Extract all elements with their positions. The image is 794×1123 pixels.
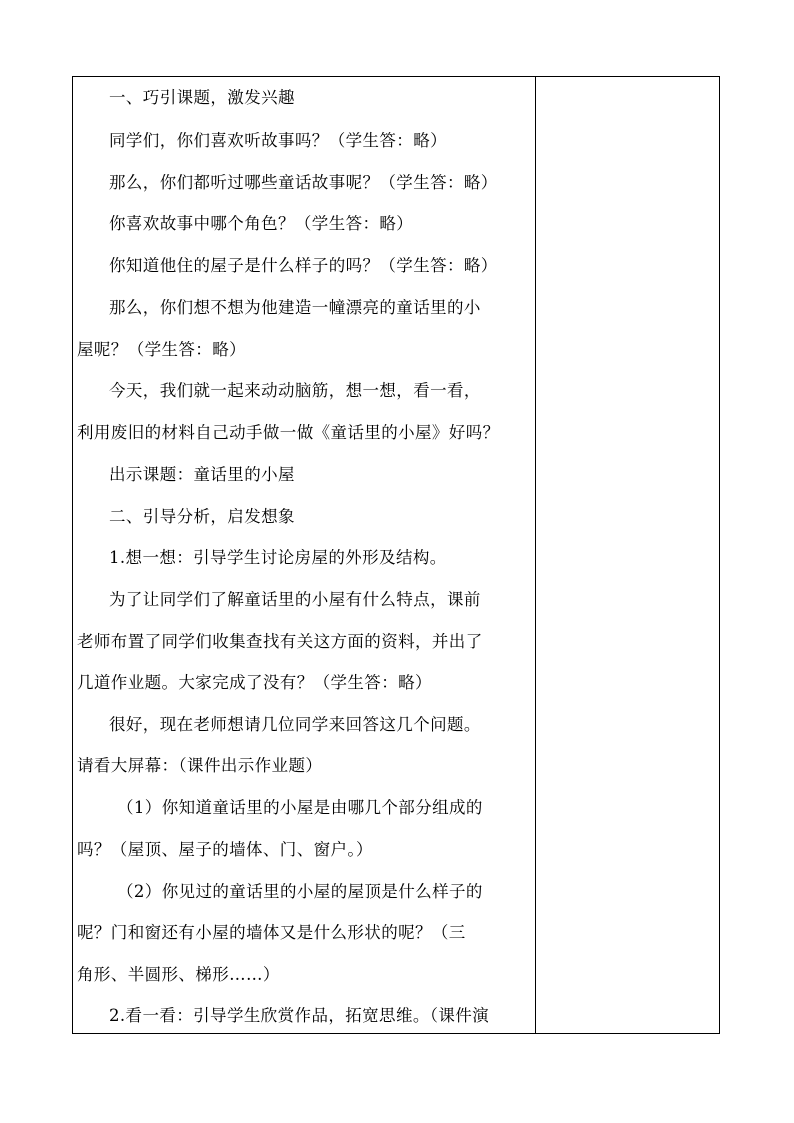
paragraph-line: 屋呢？（学生答：略） [77,340,246,359]
paragraph-line: 很好，现在老师想请几位同学来回答这几个问题。 [109,715,481,734]
paragraph-line: 那么，你们都听过哪些童话故事呢？（学生答：略） [109,173,498,192]
paragraph-line: 吗？（屋顶、屋子的墙体、门、窗户。） [77,840,373,859]
paragraph-line: 角形、半圆形、梯形……） [77,965,280,984]
paragraph-line: 2.看一看：引导学生欣赏作品，拓宽思维。（课件演 [109,1006,490,1025]
paragraph-line: 今天，我们就一起来动动脑筋，想一想，看一看， [109,381,481,400]
paragraph-line: 你喜欢故事中哪个角色？（学生答：略） [109,214,414,233]
question-line: （1）你知道童话里的小屋是由哪几个部分组成的 [117,798,483,817]
notes-cell [536,77,719,1033]
paragraph-line: 利用废旧的材料自己动手做一做《童话里的小屋》好吗？ [77,423,500,442]
question-line: （2）你见过的童话里的小屋的屋顶是什么样子的 [117,882,483,901]
paragraph-line: 那么，你们想不想为他建造一幢漂亮的童话里的小 [109,298,481,317]
section-heading-2: 二、引导分析，启发想象 [109,507,295,526]
paragraph-line: 几道作业题。大家完成了没有？（学生答：略） [77,673,432,692]
section-heading-1: 一、巧引课题，激发兴趣 [109,88,295,107]
paragraph-line: 1.想一想：引导学生讨论房屋的外形及结构。 [109,548,447,567]
paragraph-line: 同学们，你们喜欢听故事吗？（学生答：略） [109,131,447,150]
paragraph-line: 你知道他住的屋子是什么样子的吗？（学生答：略） [109,256,498,275]
paragraph-line: 为了让同学们了解童话里的小屋有什么特点，课前 [109,590,481,609]
paragraph-line: 呢？门和窗还有小屋的墙体又是什么形状的呢？（三 [77,923,466,942]
lesson-content-cell [73,77,535,1033]
lesson-plan-table [72,76,720,1034]
paragraph-line: 老师布置了同学们收集查找有关这方面的资料，并出了 [77,632,483,651]
paragraph-line: 请看大屏幕：（课件出示作业题） [77,756,323,775]
lesson-title-line: 出示课题：童话里的小屋 [109,465,295,484]
